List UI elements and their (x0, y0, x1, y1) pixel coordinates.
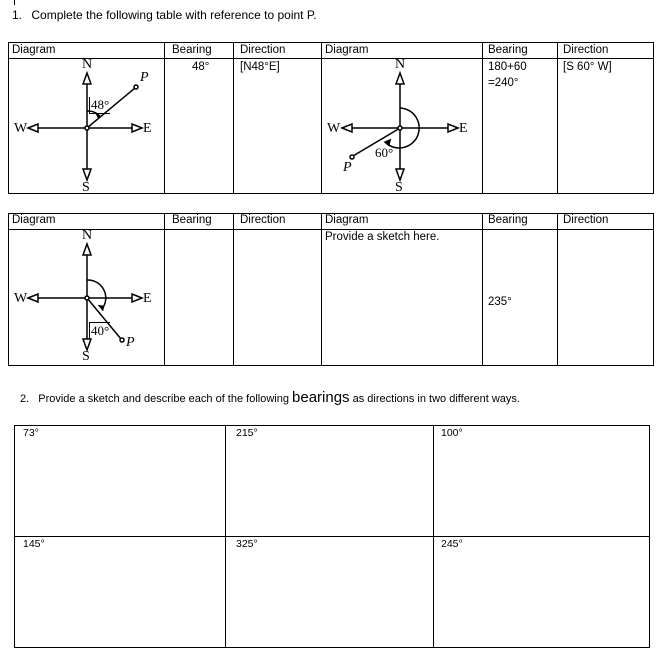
t2-right-bearing-value: 235° (488, 296, 512, 308)
compass1-point-label: P (140, 70, 149, 85)
compass2-angle-label: 60° (375, 145, 394, 160)
t1-right-bearing-line2: =240° (488, 77, 519, 89)
question-2-number: 2. (20, 393, 30, 405)
compass2-west-label: W (327, 121, 341, 136)
t1-header-diagram-left: Diagram (12, 44, 56, 56)
compass2-east-label: E (459, 121, 468, 136)
compass2-north-label: N (395, 57, 406, 72)
compass1-south-label: S (82, 180, 90, 195)
t3-bearing-100: 100° (441, 427, 463, 439)
t2-header-diagram-right: Diagram (325, 214, 369, 226)
t1-right-direction-value: [S 60° W] (563, 61, 612, 73)
compass3-east-label: E (143, 291, 152, 306)
t2-header-bearing-right: Bearing (488, 214, 528, 226)
question-1-number: 1. (12, 8, 23, 22)
compass1-west-label: W (14, 121, 28, 136)
t2-header-direction-right: Direction (563, 214, 609, 226)
t2-header-bearing-left: Bearing (172, 214, 212, 226)
question-1-text: Complete the following table with reference to point P. (31, 8, 317, 22)
compass3-west-label: W (14, 291, 28, 306)
t3-bearing-215: 215° (236, 427, 258, 439)
t2-header-diagram-left: Diagram (12, 214, 56, 226)
t1-left-bearing-value: 48° (192, 61, 210, 73)
compass3-point-label: P (126, 335, 135, 350)
t3-bearing-145: 145° (23, 538, 45, 550)
question-2-keyword: bearings (292, 389, 350, 406)
compass1-angle-label: 48° (91, 97, 110, 112)
t1-header-direction-left: Direction (240, 44, 286, 56)
t3-bearing-73: 73° (23, 427, 39, 439)
t1-header-bearing-right: Bearing (488, 44, 528, 56)
compass2-point-label: P (343, 160, 352, 175)
compass3-south-label: S (82, 349, 90, 364)
compass2-south-label: S (395, 180, 403, 195)
question-2-text-before: Provide a sketch and describe each of the following (38, 393, 293, 405)
compass3-angle-label: 40° (91, 323, 110, 338)
t1-header-direction-right: Direction (563, 44, 609, 56)
t2-header-direction-left: Direction (240, 214, 286, 226)
question-2-heading (20, 389, 520, 406)
t3-bearing-245: 245° (441, 538, 463, 550)
t1-header-bearing-left: Bearing (172, 44, 212, 56)
compass1-north-label: N (82, 57, 93, 72)
t2-sketch-prompt: Provide a sketch here. (325, 231, 440, 243)
t3-bearing-325: 325° (236, 538, 258, 550)
compass3-north-label: N (82, 228, 93, 243)
compass1-east-label: E (143, 121, 152, 136)
t1-left-direction-value: [N48°E] (240, 61, 280, 73)
t1-header-diagram-right: Diagram (325, 44, 369, 56)
question-2-text-after: as directions in two different ways. (349, 393, 520, 405)
t1-right-bearing-line1: 180+60 (488, 61, 527, 73)
